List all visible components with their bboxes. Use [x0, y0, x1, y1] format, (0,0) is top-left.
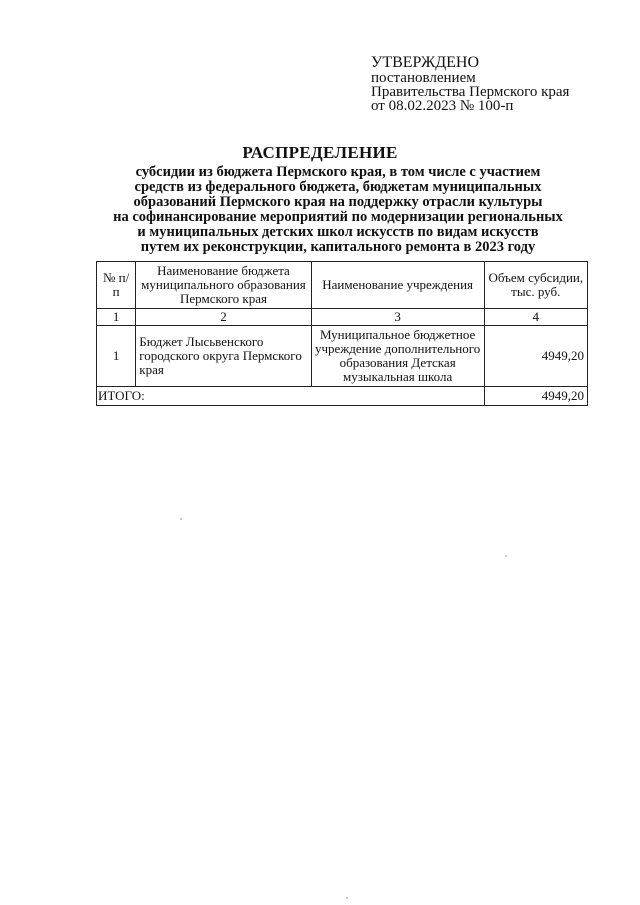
column-number: 1 — [97, 309, 136, 326]
total-label: ИТОГО: — [97, 387, 485, 406]
subtitle-line: и муниципальных детских школ искусств по видам искусств — [137, 224, 539, 240]
approval-line-4: от 08.02.2023 № 100-п — [371, 98, 514, 114]
column-number: 4 — [484, 309, 587, 326]
row-amount: 4949,20 — [484, 326, 587, 387]
header-number: № п/п — [97, 262, 136, 309]
column-number-row — [97, 309, 588, 326]
approval-line-3: Правительства Пермского края — [371, 84, 570, 100]
row-budget: Бюджет Лысьвенского городского округа Пермского края — [136, 326, 311, 387]
subtitle-line: образований Пермского края на поддержку отрасли культуры — [133, 194, 543, 210]
approval-heading: УТВЕРЖДЕНО — [371, 54, 480, 71]
scan-speck — [505, 555, 507, 557]
total-row — [97, 387, 588, 406]
header-institution: Наименование учреждения — [311, 262, 484, 309]
column-number: 3 — [311, 309, 484, 326]
total-amount: 4949,20 — [484, 387, 587, 406]
subtitle-line: средств из федерального бюджета, бюджетам муниципальных — [134, 179, 542, 195]
document-subtitle — [88, 165, 588, 255]
document-title: РАСПРЕДЕЛЕНИЕ — [242, 143, 398, 162]
table-row — [97, 326, 588, 387]
scan-speck — [346, 897, 348, 899]
approval-stamp — [371, 54, 569, 113]
subtitle-line: путем их реконструкции, капитального ремонта в 2023 году — [140, 239, 536, 255]
table-header-row — [97, 262, 588, 309]
column-number: 2 — [136, 309, 311, 326]
header-budget: Наименование бюджета муниципального образования Пермского края — [136, 262, 311, 309]
row-institution: Муниципальное бюджетное учреждение дополнительного образования Детская музыкальная школа — [311, 326, 484, 387]
approval-line-2: постановлением — [371, 70, 476, 86]
row-number: 1 — [97, 326, 136, 387]
subtitle-line: на софинансирование мероприятий по модернизации региональных — [113, 209, 563, 225]
header-amount: Объем субсидии, тыс. руб. — [484, 262, 587, 309]
distribution-table — [96, 261, 588, 406]
subtitle-line: субсидии из бюджета Пермского края, в том числе с участием — [135, 164, 541, 180]
scan-speck — [180, 518, 182, 520]
